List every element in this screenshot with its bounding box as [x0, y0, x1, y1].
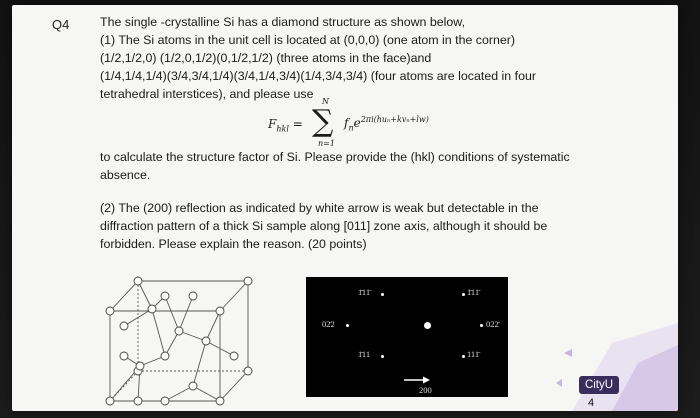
sum-symbol: ∑ [312, 104, 334, 139]
part2-line-3: forbidden. Please explain the reason. (20 points) [100, 237, 367, 251]
formula-lhs: $F_{hkl}$ = [268, 117, 303, 134]
diffraction-spot [381, 293, 384, 296]
diffraction-spot [462, 355, 465, 358]
part2-text [100, 199, 547, 253]
part2-line-1: (2) The (200) reflection as indicated by white arrow is weak but detectable in the [100, 201, 539, 215]
intro-line-3: (1/2,1/2,0) (1/2,0,1/2)(0,1/2,1/2) (three atoms in the face)and [100, 51, 432, 65]
arrow-200-icon [402, 375, 432, 385]
intro-line-2: (1) The Si atoms in the unit cell is located at (0,0,0) (one atom in the corner) [100, 33, 516, 47]
spot-label-left: 02̄2 [322, 319, 335, 329]
diffraction-spot [462, 293, 465, 296]
lecture-slide [12, 5, 678, 411]
part1-tail-line-1: to calculate the structure factor of Si. Please provide the (hkl) conditions of systematic [100, 150, 570, 164]
diffraction-spot [480, 324, 483, 327]
diamond-unit-cell-diagram [100, 271, 260, 411]
spot-label-bottom-left: 1̄11 [358, 349, 371, 359]
sum-lower-limit: n=1 [318, 139, 335, 148]
cityu-logo-decoration [542, 323, 678, 411]
intro-line-1: The single -crystalline Si has a diamond structure as shown below, [100, 15, 466, 29]
formula-term: $f_ne^{2\pi i(hu_n+kv_n+lw)}$ [344, 115, 429, 133]
cityu-logo: CityU [579, 376, 619, 394]
intro-line-5: tetrahedral interstices), and please use [100, 87, 314, 101]
part1-tail [100, 148, 570, 184]
central-beam-spot [424, 322, 431, 329]
diffraction-spot [346, 324, 349, 327]
spot-label-right: 022̄ [486, 319, 499, 329]
arrow-label-200: 200 [419, 385, 432, 395]
spot-label-top-left: 1̄11̄ [358, 287, 371, 297]
structure-factor-formula [268, 97, 548, 149]
question-intro [100, 13, 536, 103]
page-number: 4 [588, 397, 595, 409]
question-number: Q4 [52, 17, 70, 32]
part1-tail-line-2: absence. [100, 168, 151, 182]
part2-line-2: diffraction pattern of a thick Si sample along [011] zone axis, although it should be [100, 219, 548, 233]
spot-label-bottom-right: 111̄ [467, 349, 480, 359]
intro-line-4: (1/4,1/4,1/4)(3/4,3/4,1/4)(3/4,1/4,3/4)(1/4,3/4,3/4) (four atoms are located in four [100, 69, 536, 83]
spot-label-top-right: 1̄11̄ [467, 287, 480, 297]
sum-upper-limit: N [322, 97, 329, 106]
diffraction-pattern [306, 277, 508, 397]
diffraction-spot [381, 355, 384, 358]
